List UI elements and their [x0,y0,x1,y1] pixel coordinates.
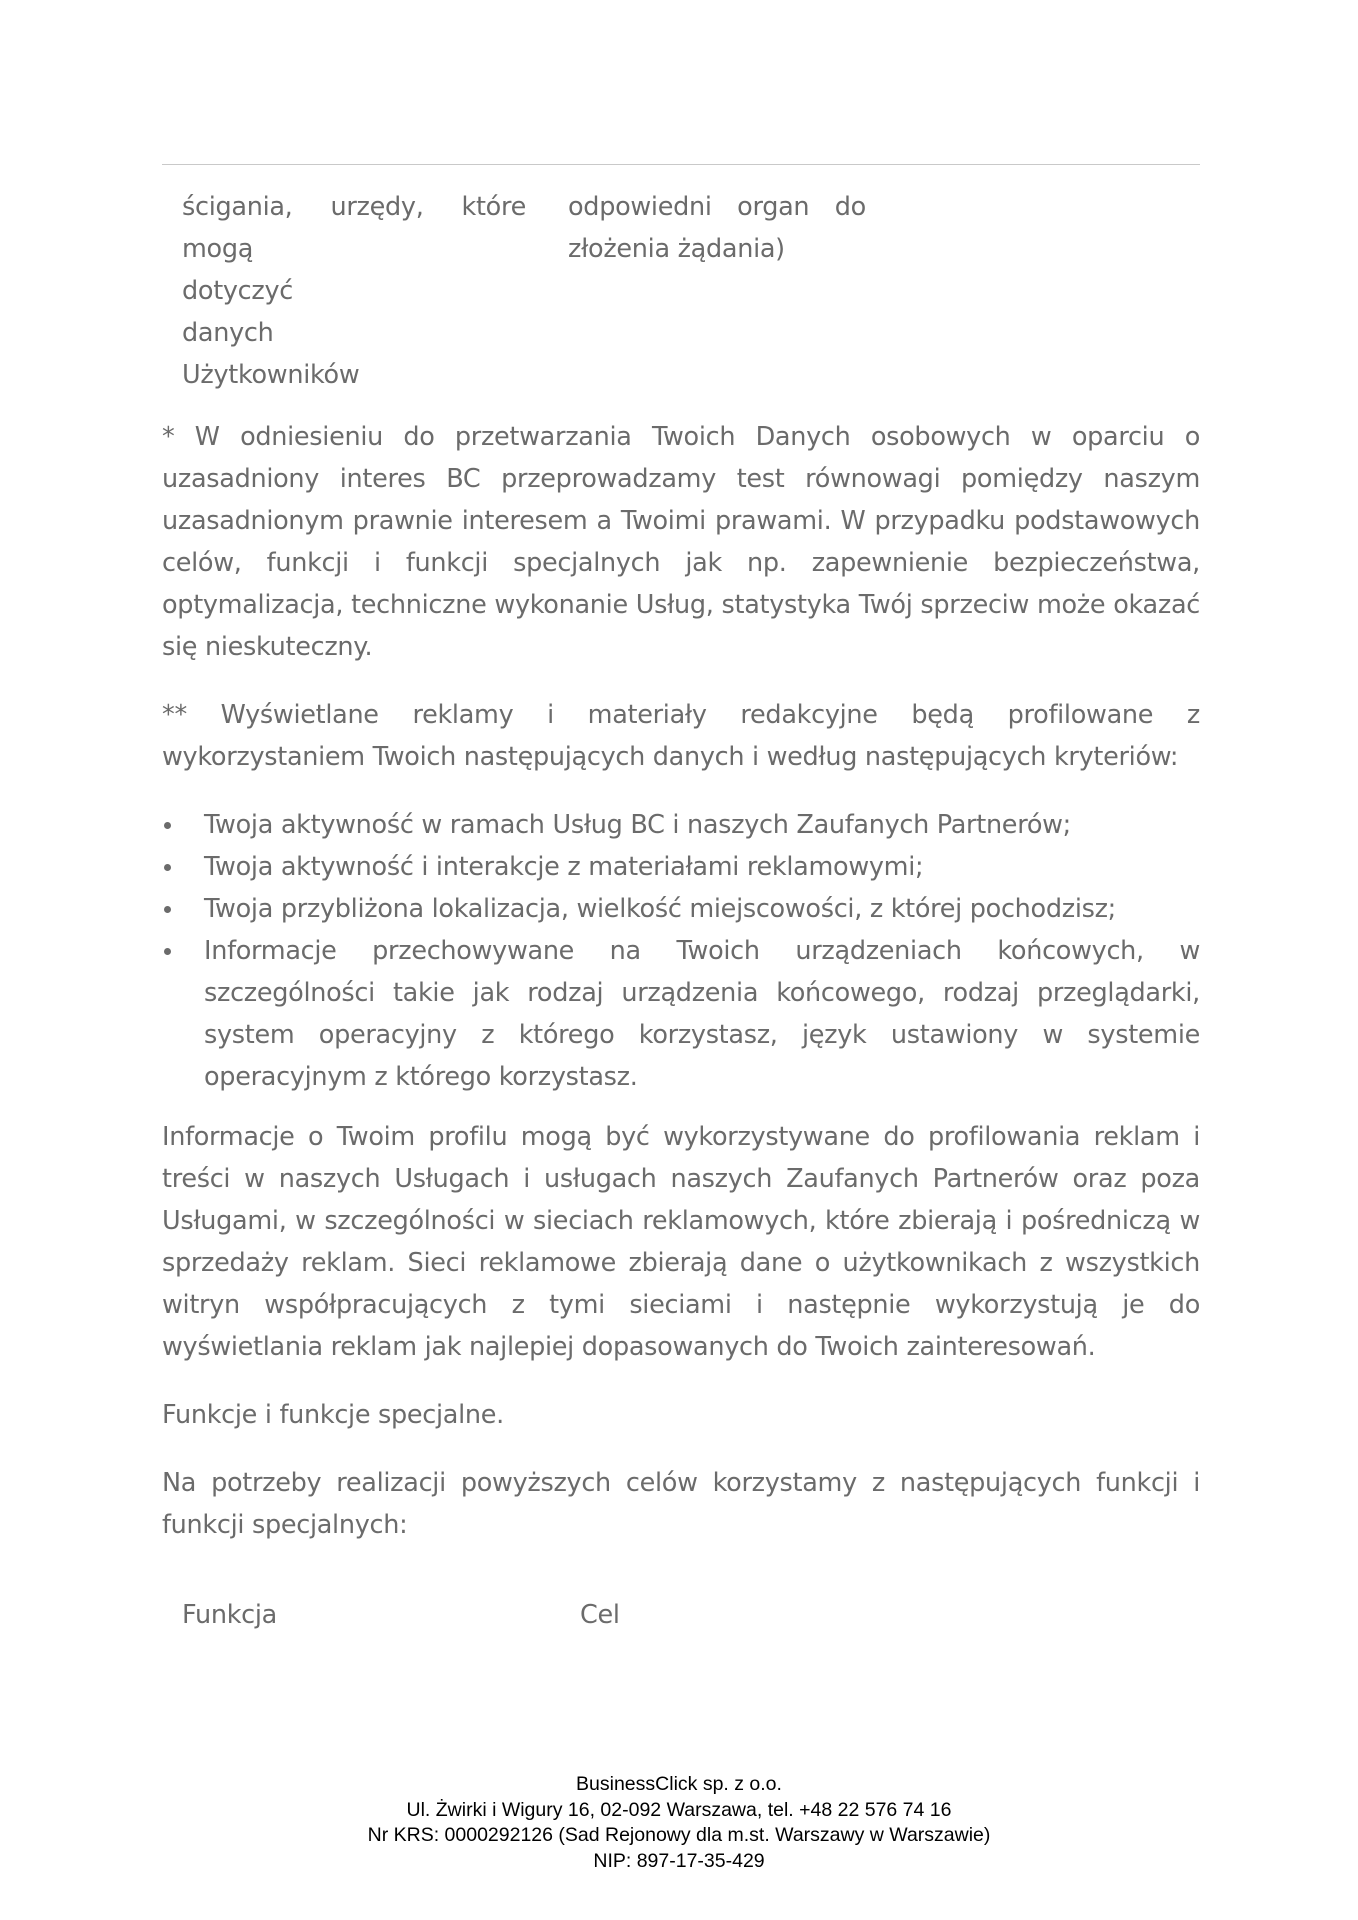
table-cell-left [162,186,526,396]
list-item: Twoja aktywność w ramach Usług BC i naszych Zaufanych Partnerów; [162,804,1200,846]
table-cell-text: ścigania, urzędy, które mogą [182,192,526,264]
footer-company: BusinessClick sp. z o.o. [576,1773,782,1795]
section-heading: Funkcje i funkcje specjalne. [162,1400,504,1430]
header-divider [162,164,1200,165]
footer-nip: NIP: 897-17-35-429 [593,1849,765,1872]
continued-table-row [162,186,1200,396]
footer-address: Ul. Żwirki i Wigury 16, 02-092 Warszawa, tel. +48 22 576 74 16 [406,1798,952,1821]
profiling-criteria-list [162,804,1200,1098]
functions-intro: Na potrzeby realizacji powyższych celów korzystamy z następujących funkcji i funkcji specjalnych: [162,1468,1200,1540]
table-cell-text: złożenia żądania) [568,234,785,264]
document-body [162,186,1200,1636]
profile-usage-paragraph: Informacje o Twoim profilu mogą być wykorzystywane do profilowania reklam i treści w naszych Usługach i usługach naszych Zaufanych Partnerów oraz poza Usługami, w szczególności w sieciach reklamowych, które zbierają i pośredniczą w sprzedaży reklam. Sieci reklamowe zbierają dane o użytkownikach z wszystkich witryn współpracujących z tymi sieciami i następnie wykorzystują je do wyświetlania reklam jak najlepiej dopasowanych do Twoich zainteresowań. [162,1122,1200,1362]
table-cell-text-line [182,270,526,354]
functions-table-header [162,1594,1200,1636]
footer-krs: Nr KRS: 0000292126 (Sad Rejonowy dla m.st. Warszawy w Warszawie) [367,1824,991,1846]
profiling-intro: ** Wyświetlane reklamy i materiały redakcyjne będą profilowane z wykorzystaniem Twoich następujących danych i według następujących kryteriów: [162,700,1200,772]
table-cell-right [526,186,866,396]
column-header-function: Funkcja [182,1600,277,1630]
column-header-purpose: Cel [580,1600,620,1630]
list-item: Informacje przechowywane na Twoich urządzeniach końcowych, w szczególności takie jak rodzaj urządzenia końcowego, rodzaj przeglądarki, system operacyjny z którego korzystasz, język ustawiony w systemie operacyjnym z którego korzystasz. [162,930,1200,1098]
list-item: Twoja aktywność i interakcje z materiałami reklamowymi; [162,846,1200,888]
page-footer [0,1772,1358,1874]
table-cell-text: dotyczyć [182,276,293,306]
table-cell-text: Użytkowników [182,360,360,390]
legitimate-interest-note: * W odniesieniu do przetwarzania Twoich Danych osobowych w oparciu o uzasadniony interes BC przeprowadzamy test równowagi pomiędzy naszym uzasadnionym prawnie interesem a Twoimi prawami. W przypadku podstawowych celów, funkcji i funkcji specjalnych jak np. zapewnienie bezpieczeństwa, optymalizacja, techniczne wykonanie Usług, statystyka Twój sprzeciw może okazać się nieskuteczny. [162,422,1200,662]
table-cell-text: danych [182,318,274,348]
table-cell-text: odpowiedni organ do [568,192,866,222]
list-item: Twoja przybliżona lokalizacja, wielkość miejscowości, z której pochodzisz; [162,888,1200,930]
